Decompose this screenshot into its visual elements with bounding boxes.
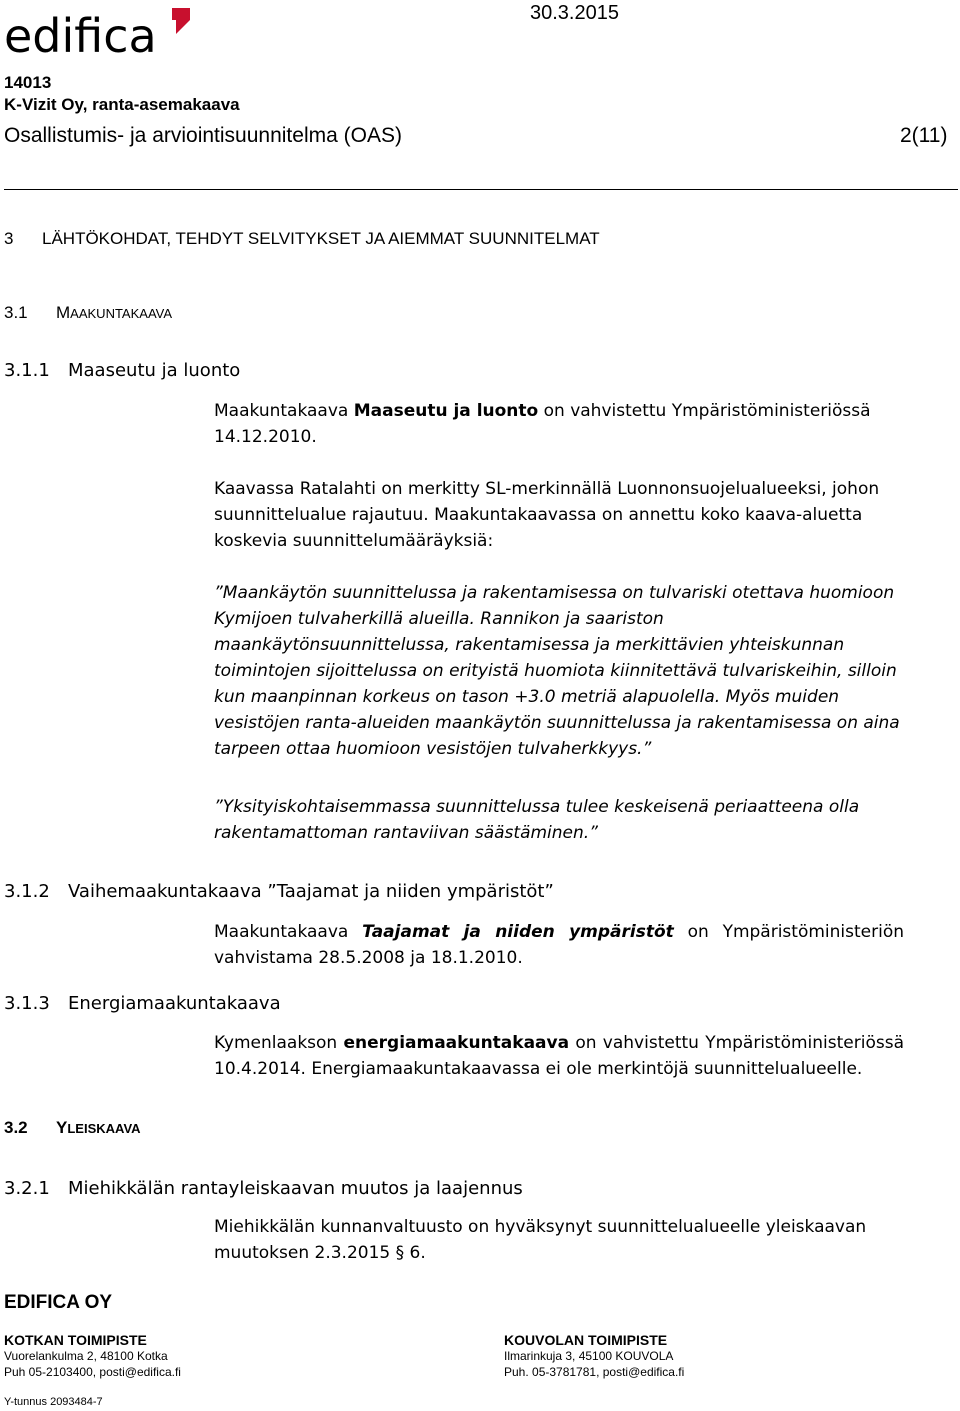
paragraph-maaseutu-approval — [214, 398, 904, 450]
project-block — [4, 72, 240, 116]
heading-title: Miehikkälän rantayleiskaavan muutos ja laajennus — [68, 1178, 523, 1199]
paragraph-ratalahti: Kaavassa Ratalahti on merkitty SL-merkinnällä Luonnonsuojelualueeksi, johon suunnittelualue rajautuu. Maakuntakaavassa on annettu koko kaava-aluetta koskevia suunnittelumääräyksiä: — [214, 479, 880, 551]
heading-number: 3.1.1 — [4, 360, 50, 381]
heading-number: 3.1.3 — [4, 993, 50, 1014]
office-contact: Puh. 05-3781781, posti@edifica.fi — [504, 1365, 685, 1379]
plan-name: Taajamat ja niiden ympäristöt — [362, 922, 674, 942]
heading-section-3-1-2 — [4, 881, 554, 902]
heading-number: 3.1.2 — [4, 881, 50, 902]
heading-title: Energiamaakuntakaava — [68, 993, 281, 1014]
text-run: Maakuntakaava — [214, 922, 363, 942]
office-address: Ilmarinkuja 3, 45100 KOUVOLA — [504, 1349, 674, 1363]
text-run: on vahvistettu Ympäristöministeriössä 10.4.2014. Energiamaakuntakaavassa ei ole merkintöjä suunnittelualueelle. — [214, 1033, 904, 1079]
heading-title: Maaseutu ja luonto — [68, 360, 241, 381]
heading-title: Vaihemaakuntakaava ”Taajamat ja niiden ympäristöt” — [68, 881, 554, 902]
document-title: Osallistumis- ja arviointisuunnitelma (OAS) — [4, 124, 402, 147]
heading-number: 3.1 — [4, 303, 28, 322]
heading-title-rest: LEISKAAVA — [67, 1121, 141, 1136]
heading-section-3-1 — [4, 303, 172, 323]
project-name: K-Vizit Oy, ranta-asemakaava — [4, 95, 240, 114]
quote-shoreline-regulation: ”Yksityiskohtaisemmassa suunnittelussa tulee keskeisenä periaatteena olla rakentamattoman rantaviivan säästäminen.” — [214, 797, 860, 843]
heading-title: LÄHTÖKOHDAT, TEHDYT SELVITYKSET JA AIEMMAT SUUNNITELMAT — [42, 229, 600, 248]
plan-name: Maaseutu ja luonto — [353, 401, 539, 421]
heading-title-rest: AAKUNTAKAAVA — [70, 306, 173, 321]
heading-number: 3 — [4, 229, 14, 248]
text-run: on vahvistettu Ympäristöministeriössä 14.12.2010. — [214, 401, 871, 447]
heading-section-3-1-3 — [4, 993, 281, 1014]
heading-number: 3.2.1 — [4, 1178, 50, 1199]
document-date: 30.3.2015 — [530, 2, 619, 24]
quote-flood-regulation: ”Maankäytön suunnittelussa ja rakentamisessa on tulvariski otettava huomioon Kymijoen tulvaherkillä alueilla. Rannikon ja saariston maankäytönsuunnittelussa, rakentamisessa ja merkittävien yhteiskunnan toimintojen sijoittelussa on erityistä huomiota kiinnitettävä tulvariskeihin, silloin kun maanpinnan korkeus on tason +3.0 metriä alapuolella. Myös muiden vesistöjen ranta-alueiden maankäytön suunnittelussa ja rakentamisessa on aina tarpeen ottaa huomioon vesistöjen tulvaherkkyys.” — [214, 583, 900, 759]
heading-section-3-2-1 — [4, 1178, 523, 1199]
project-number: 14013 — [4, 73, 52, 92]
logo-wordmark: edifica — [4, 9, 157, 60]
heading-title-initial: M — [56, 303, 71, 322]
text-run: Kymenlaakson — [214, 1033, 344, 1053]
office-contact: Puh 05-2103400, posti@edifica.fi — [4, 1365, 181, 1379]
edifica-logo — [4, 6, 194, 60]
heading-section-3-2 — [4, 1118, 141, 1138]
paragraph-energia — [214, 1030, 904, 1082]
paragraph-taajamat — [214, 919, 904, 971]
plan-name: energiamaakuntakaava — [343, 1033, 570, 1053]
heading-section-3-1-1 — [4, 360, 240, 381]
office-address: Vuorelankulma 2, 48100 Kotka — [4, 1349, 168, 1363]
paragraph-miehikkala: Miehikkälän kunnanvaltuusto on hyväksynyt suunnittelualueelle yleiskaavan muutoksen 2.3.2015 § 6. — [214, 1217, 867, 1263]
office-title: KOUVOLAN TOIMIPISTE — [504, 1332, 668, 1348]
heading-section-3 — [4, 229, 600, 249]
text-run: on Ympäristöministeriön vahvistama 28.5.2008 ja 18.1.2010. — [214, 922, 905, 968]
page-number: 2(11) — [900, 124, 948, 147]
footer-office-kotka — [4, 1332, 181, 1380]
office-title: KOTKAN TOIMIPISTE — [4, 1332, 147, 1348]
heading-number: 3.2 — [4, 1118, 28, 1137]
logo-red-mark — [172, 8, 190, 34]
footer-company: EDIFICA OY — [4, 1292, 113, 1313]
heading-title-initial: Y — [56, 1118, 68, 1137]
header-divider — [4, 189, 958, 190]
footer-office-kouvola — [504, 1332, 684, 1380]
business-id: Y-tunnus 2093484-7 — [4, 1396, 103, 1408]
text-run: Maakuntakaava — [214, 401, 354, 421]
